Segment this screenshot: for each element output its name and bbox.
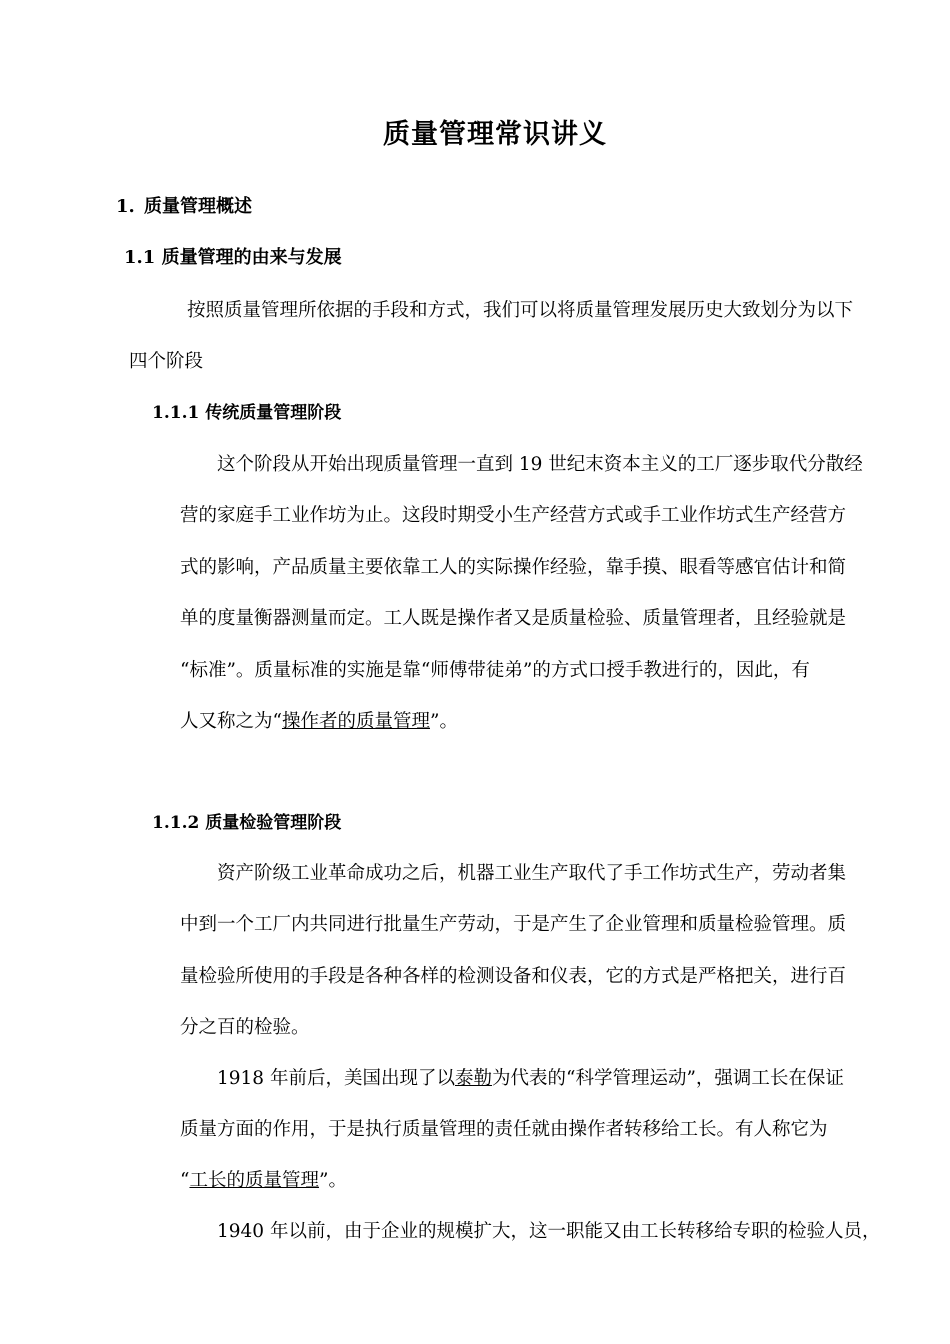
operator-quality-management-link[interactable]: 操作者的质量管理 (281, 711, 430, 732)
section-1-heading (116, 192, 252, 218)
para-inspection-line-1: 资产阶级工业革命成功之后，机器工业生产取代了手工作坊式生产，劳动者集 (217, 863, 847, 884)
para-traditional-line-2: 营的家庭手工业作坊为止。这段时期受小生产经营方式或手工业作坊式生产经营方 (180, 505, 847, 526)
para-traditional-line-6 (180, 707, 458, 733)
section-1-1-1-heading: 1.1.1 传统质量管理阶段 (152, 403, 342, 423)
para-taylor-line-3-post: ”。 (318, 1170, 347, 1191)
para-traditional-line-1: 这个阶段从开始出现质量管理一直到 19 世纪末资本主义的工厂逐步取代分散经 (217, 454, 863, 475)
para-traditional-line-4: 单的度量衡器测量而定。工人既是操作者又是质量检验、质量管理者，且经验就是 (180, 608, 847, 629)
section-1-number: 1. (116, 196, 135, 217)
para-taylor-line-1-post: 为代表的“科学管理运动”，强调工长在保证 (491, 1068, 844, 1089)
para-inspection-line-2: 中到一个工厂内共同进行批量生产劳动，于是产生了企业管理和质量检验管理。质 (180, 914, 847, 935)
intro-line-2: 四个阶段 (129, 351, 204, 372)
para-taylor-line-3 (180, 1166, 347, 1192)
document-title: 质量管理常识讲义 (383, 119, 607, 150)
para-taylor-line-2: 质量方面的作用，于是执行质量管理的责任就由操作者转移给工长。有人称它为 (180, 1119, 828, 1140)
para-taylor-line-1 (217, 1064, 844, 1090)
para-taylor-line-3-pre: “ (180, 1170, 190, 1191)
para-traditional-line-3: 式的影响，产品质量主要依靠工人的实际操作经验，靠手摸、眼看等感官估计和简 (180, 557, 847, 578)
para-traditional-line-6-post: ”。 (429, 711, 458, 732)
section-1-1-heading: 1.1 质量管理的由来与发展 (124, 247, 342, 268)
para-1940-line-1: 1940 年以前，由于企业的规模扩大，这一职能又由工长转移给专职的检验人员， (217, 1221, 881, 1242)
intro-line-1: 按照质量管理所依据的手段和方式，我们可以将质量管理发展历史大致划分为以下 (187, 300, 854, 321)
para-traditional-line-5: “标准”。质量标准的实施是靠“师傅带徒弟”的方式口授手教进行的，因此，有 (180, 660, 810, 681)
taylor-link[interactable]: 泰勒 (454, 1068, 492, 1089)
section-1-1-2-heading: 1.1.2 质量检验管理阶段 (152, 813, 342, 833)
section-1-title: 质量管理概述 (144, 196, 252, 217)
para-inspection-line-4: 分之百的检验。 (180, 1017, 310, 1038)
para-taylor-line-1-pre: 1918 年前后，美国出现了以 (217, 1068, 455, 1089)
para-inspection-line-3: 量检验所使用的手段是各种各样的检测设备和仪表，它的方式是严格把关，进行百 (180, 966, 847, 987)
foreman-quality-management-link[interactable]: 工长的质量管理 (189, 1170, 319, 1191)
para-traditional-line-6-pre: 人又称之为“ (180, 711, 282, 732)
